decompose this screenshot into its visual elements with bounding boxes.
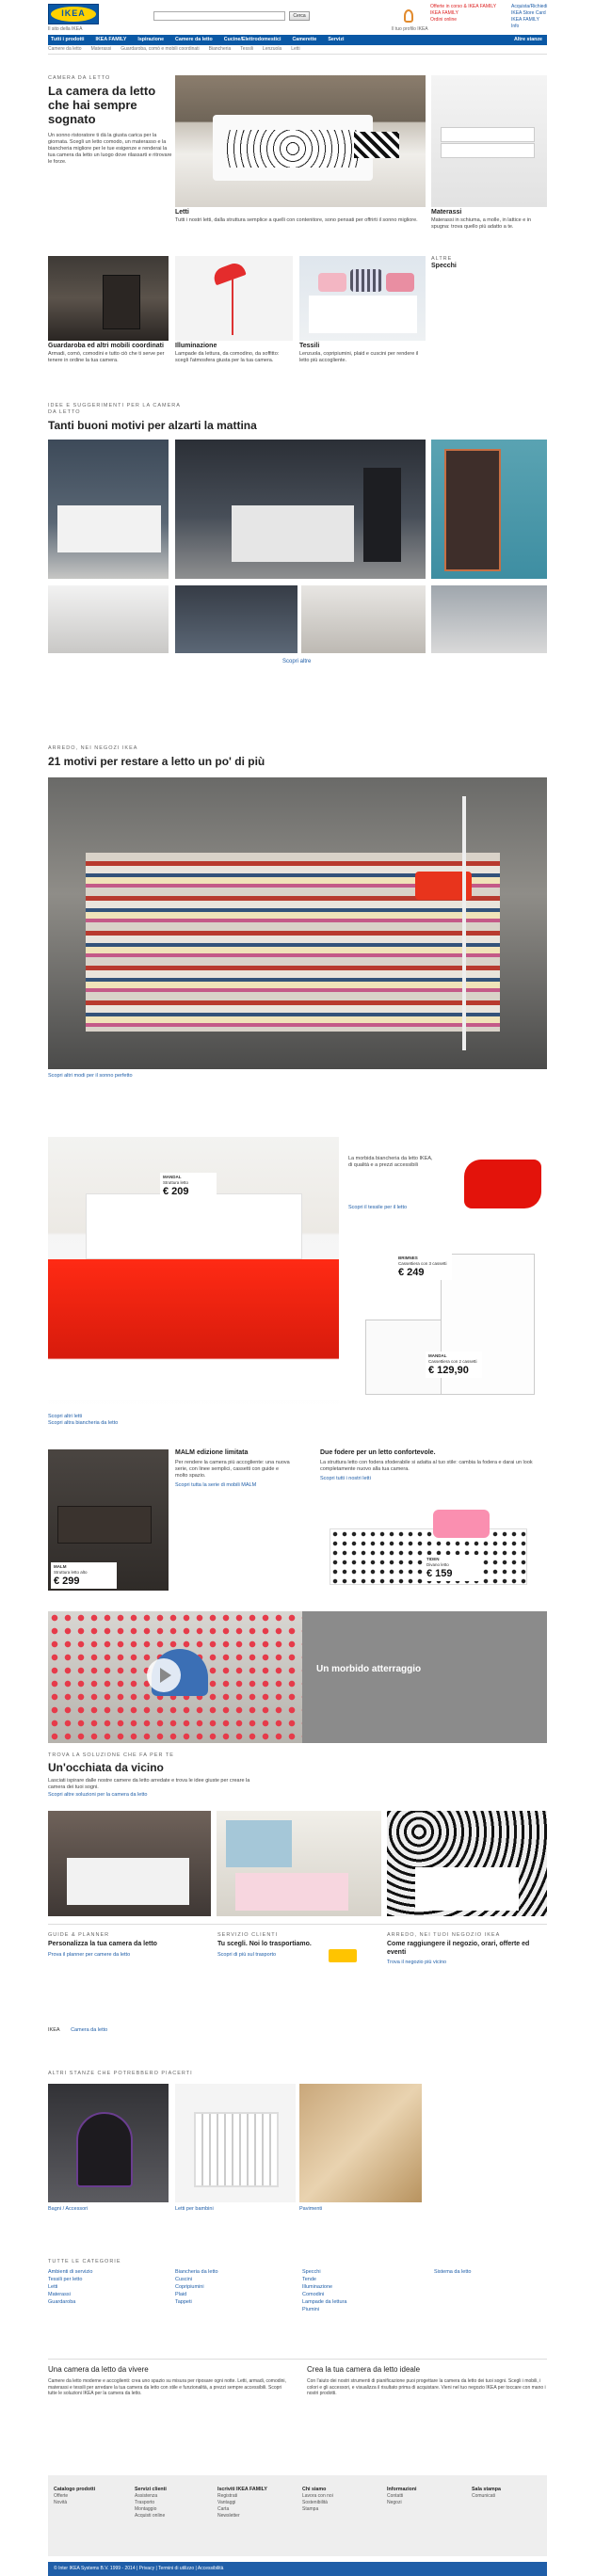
link-list-item[interactable]: Ambienti di servizio <box>48 2269 93 2275</box>
hero-title: La camera da letto che hai sempre sognato <box>48 83 156 126</box>
bedding <box>309 296 417 333</box>
video-player[interactable] <box>48 1611 547 1743</box>
footer-link[interactable]: Newsletter <box>217 2513 240 2519</box>
more-room-label[interactable]: Letti per bambini <box>175 2206 214 2212</box>
top-link[interactable]: Ordini online <box>430 17 458 23</box>
nav-item[interactable]: Cucine/Elettrodomestici <box>223 37 281 43</box>
more-room-image[interactable] <box>48 2084 169 2202</box>
sguardo-kicker: TROVA LA SOLUZIONE CHE FA PER TE <box>48 1752 174 1758</box>
altre-label: ALTRE <box>431 256 453 262</box>
crib-shape <box>194 2112 279 2187</box>
top-links-left <box>430 4 496 24</box>
footer-col-title: Informazioni <box>387 2487 417 2492</box>
window-shape <box>226 1820 292 1867</box>
product-desc: Cassettiera con 2 cassetti <box>428 1359 477 1364</box>
malm-bed <box>57 1506 152 1544</box>
red-lamp-shape <box>211 261 246 286</box>
sub-nav-item[interactable]: Tessili <box>240 46 253 53</box>
bed-shape <box>235 1873 348 1911</box>
footer-col-title: Sala stampa <box>472 2487 501 2492</box>
country-label: Il sito della IKEA <box>48 26 83 32</box>
user-profile-link[interactable]: Il tuo profilo IKEA <box>392 26 428 32</box>
ikea-breadcrumb <box>48 2027 107 2034</box>
product-link[interactable]: Scopri altra biancheria da letto <box>48 1420 119 1426</box>
tile-desc: Lampade da lettura, da comodino, da soffitto: scegli l'atmosfera giusta per la tua camera. <box>175 350 280 363</box>
tile-image-guardaroba[interactable] <box>48 256 169 341</box>
link-list-item[interactable]: Materassi <box>48 2292 71 2297</box>
bed-shape <box>415 1867 519 1911</box>
nav-item[interactable]: IKEA FAMILY <box>95 37 127 43</box>
card <box>48 1932 208 1959</box>
footer-link[interactable]: Trasporto <box>135 2500 155 2505</box>
product-desc: Cassettiera con 3 cassetti <box>398 1261 447 1266</box>
bed-shape <box>232 505 354 562</box>
footer-col <box>54 2487 95 2506</box>
tile-image-tessili[interactable] <box>299 256 426 341</box>
footer-link[interactable]: Registrati <box>217 2493 238 2499</box>
seo-section <box>48 2359 547 2396</box>
room-image[interactable] <box>217 1811 381 1916</box>
footer-col-title: Catalogo prodotti <box>54 2487 96 2492</box>
pillow-pink <box>386 273 414 292</box>
top-link[interactable]: Offerte in corso & IKEA FAMILY <box>430 4 497 9</box>
seo-title: Crea la tua camera da letto ideale <box>307 2365 421 2374</box>
truck-icon <box>329 1949 357 1962</box>
sguardo-desc: Lasciati ispirare dalle nostre camere da letto arredate e trova le idee giuste per creare la camera dei tuoi sogni. <box>48 1777 250 1790</box>
play-icon[interactable] <box>147 1658 181 1692</box>
link-list-item[interactable]: Copripiumini <box>175 2284 204 2290</box>
more-room-label[interactable]: Pavimenti <box>299 2206 323 2212</box>
user-icon[interactable] <box>404 9 413 23</box>
altre-list <box>431 256 547 271</box>
mattress-shape <box>441 143 535 158</box>
footer-link[interactable]: Assistenza <box>135 2493 158 2499</box>
link-list <box>302 2268 346 2313</box>
motivi-header <box>48 745 547 769</box>
link-list-item[interactable]: Tessili per letto <box>48 2277 83 2282</box>
link-list-item[interactable]: Tappeti <box>175 2299 192 2305</box>
promo-text: La morbida biancheria da letto IKEA, di qualità e a prezzi accessibili <box>348 1156 433 1168</box>
red-blanket-image[interactable] <box>457 1152 547 1214</box>
hero-desc: Un sonno ristoratore ti dà la giusta carica per la giornata. Scegli un letto comodo, un materasso e la biancheria migliore per le tue esigenze e renderai la tua camera da letto un luogo dove rilassarti e ritrovare le forze. <box>48 132 172 165</box>
ideas-more-link[interactable]: Scopri altre <box>282 659 312 664</box>
link-list-item[interactable]: Biancheria da letto <box>175 2269 218 2275</box>
search-input[interactable] <box>153 11 285 21</box>
sub-nav-item[interactable]: Biancheria <box>208 46 232 53</box>
idea-image[interactable] <box>431 440 547 579</box>
product-desc: Divano letto <box>426 1562 449 1567</box>
tile-caption <box>299 343 426 364</box>
card <box>217 1932 378 1959</box>
wardrobe-shape <box>363 468 401 562</box>
materassi-title[interactable]: Materassi <box>431 209 462 216</box>
materassi-desc: Materassi in schiuma, a molle, in lattice e in spugna: trova quello più adatto a te. <box>431 216 532 230</box>
footer-col <box>217 2487 267 2520</box>
link-list <box>434 2268 471 2276</box>
sguardo-header <box>48 1752 265 1799</box>
letti-image[interactable] <box>175 75 426 207</box>
promo-link[interactable]: Scopri il tessile per il letto <box>348 1205 408 1210</box>
link-list-item[interactable]: Plaid <box>175 2292 187 2297</box>
materassi-caption <box>431 209 547 231</box>
fodere-price-tag[interactable] <box>424 1555 482 1581</box>
nav-item[interactable]: Tutti i prodotti <box>51 37 85 43</box>
seo-text: Camere da letto moderne e accoglienti: crea uno spazio su misura per riposare ogni notte. Letti, armadi, comodini, materassi e tessili per arredare la tua camera da letto con stile e funzionalità, a prezzi sempre accessibili. Scopri tutte le soluzioni IKEA per la camera da letto. <box>48 2378 286 2396</box>
card-link[interactable]: Scopri di più sul trasporto <box>217 1951 277 1958</box>
card-title: Personalizza la tua camera da letto <box>48 1940 157 1947</box>
malm-desc: Per rendere la camera più accogliente: una nuova serie, con linee semplici, cassetti con guide e molto spazio. <box>175 1459 290 1479</box>
tile-title[interactable]: Tessili <box>299 343 320 349</box>
footer-link[interactable]: Acquisti online <box>135 2513 166 2519</box>
mandal-price-tag[interactable] <box>426 1352 482 1378</box>
card-title: Come raggiungere il negozio, orari, offerte ed eventi <box>387 1940 530 1956</box>
footer-col <box>135 2487 167 2520</box>
product-price: € 299 <box>54 1576 80 1587</box>
pillow-stripe <box>354 132 399 158</box>
ideas-title: Tanti buoni motivi per alzarti la mattina <box>48 418 257 432</box>
materassi-image[interactable] <box>431 75 547 207</box>
link-list <box>48 2268 92 2306</box>
fodere-title: Due fodere per un letto confortevole. <box>320 1449 436 1456</box>
bed-price-tag[interactable] <box>160 1173 217 1199</box>
pillow-striped <box>350 269 382 292</box>
top-link[interactable]: IKEA FAMILY <box>430 10 458 16</box>
ideas-header <box>48 403 547 433</box>
link-list-item[interactable]: Letti <box>48 2284 58 2290</box>
sguardo-title: Un'occhiata da vicino <box>48 1760 164 1774</box>
footer-col-title: Servizi clienti <box>135 2487 167 2492</box>
breadcrumb-item[interactable]: IKEA <box>48 2027 60 2033</box>
top-bar <box>48 0 547 35</box>
motivi-link[interactable]: Scopri altri modi per il sonno perfetto <box>48 1073 133 1079</box>
footer-link[interactable]: Contatti <box>387 2493 404 2499</box>
idea-image[interactable] <box>48 440 169 579</box>
sub-nav <box>48 45 547 55</box>
product-desc: Struttura letto alto <box>54 1570 88 1575</box>
room-image[interactable] <box>48 1811 211 1916</box>
more-rooms-kicker: ALTRI STANZE CHE POTREBBERO PIACERTI <box>48 2071 193 2076</box>
red-blanket <box>464 1160 541 1208</box>
ideas-kicker: IDEE E SUGGERIMENTI PER LA CAMERA DA LETTO <box>48 403 181 415</box>
footer-link[interactable]: Stampa <box>302 2506 319 2512</box>
tile-caption <box>48 343 169 364</box>
sub-nav-item[interactable]: Guardaroba, comò e mobili coordinati <box>121 46 200 53</box>
nav-item-more[interactable]: Altre stanze <box>513 37 542 43</box>
link-list-item[interactable]: Cuscini <box>175 2277 193 2282</box>
lamp-pole <box>232 279 233 335</box>
tile-desc: Armadi, comò, comodini e tutto ciò che ti serve per tenere in ordine la tua camera. <box>48 350 165 363</box>
sub-nav-item[interactable]: Materassi <box>90 46 112 53</box>
more-room-label[interactable]: Bagni / Accessori <box>48 2206 88 2212</box>
top-links-right <box>511 4 547 30</box>
tile-caption <box>175 343 293 364</box>
sub-nav-item[interactable]: Letti <box>291 46 300 53</box>
products-links <box>48 1414 118 1427</box>
tile-desc: Lenzuola, copripiumini, plaid e cuscini per rendere il letto più accogliente. <box>299 350 419 363</box>
idea-image[interactable] <box>301 585 426 653</box>
card-kicker: SERVIZIO CLIENTI <box>217 1932 279 1938</box>
footer-link[interactable]: Lavora con noi <box>302 2493 333 2499</box>
link-list <box>175 2268 218 2306</box>
footer-bottom: © Inter IKEA Systems B.V. 1999 - 2014 | Privacy | Termini di utilizzo | Accessibilità <box>48 2562 547 2576</box>
product-price: € 159 <box>426 1568 453 1579</box>
product-desc: Struttura letto <box>163 1180 189 1185</box>
footer-link[interactable]: Sostenibilità <box>302 2500 328 2505</box>
bed-post <box>462 796 466 1050</box>
product-name: TIDEN <box>426 1557 440 1561</box>
main-nav <box>48 35 547 45</box>
video-caption: Un morbido atterraggio <box>316 1664 422 1674</box>
mattress-shape <box>441 127 535 142</box>
footer-col <box>387 2487 417 2506</box>
card-kicker: ARREDO, NEI TUOI NEGOZIO IKEA <box>387 1932 501 1938</box>
search-button[interactable]: Cerca <box>289 11 310 21</box>
drawer-price-tag[interactable] <box>395 1254 452 1280</box>
sguardo-link[interactable]: Scopri altre soluzioni per la camera da letto <box>48 1791 148 1798</box>
bed-pattern <box>227 130 359 168</box>
malm-price-tag[interactable] <box>51 1562 117 1589</box>
headboard <box>86 1193 302 1259</box>
fodere-text <box>320 1449 547 1482</box>
red-duvet <box>48 1259 339 1400</box>
motivi-image[interactable] <box>48 777 547 1069</box>
hero-text <box>48 75 172 166</box>
product-name: BRIMNES <box>398 1256 418 1260</box>
room-image[interactable] <box>387 1811 547 1916</box>
card <box>387 1932 547 1966</box>
idea-image[interactable] <box>175 440 426 579</box>
footer-link[interactable]: Negozi <box>387 2500 402 2505</box>
nav-item[interactable]: Camerette <box>292 37 317 43</box>
bed-shape <box>67 1858 189 1905</box>
top-link[interactable]: IKEA FAMILY Info <box>511 17 539 29</box>
product-name: MANDAL <box>428 1353 447 1358</box>
tile-image-illuminazione[interactable] <box>175 256 293 341</box>
letti-title[interactable]: Letti <box>175 209 189 216</box>
link-list-item[interactable]: Sistema da letto <box>434 2269 472 2275</box>
seo-title: Una camera da letto da vivere <box>48 2365 149 2374</box>
sub-nav-item[interactable]: Camere da letto <box>48 46 82 53</box>
nav-item[interactable]: Camere da letto <box>175 37 213 43</box>
fodere-image[interactable] <box>311 1500 547 1604</box>
letti-caption <box>175 209 420 224</box>
specchi-link[interactable]: Specchi <box>431 262 457 269</box>
nav-item[interactable]: Servizi <box>328 37 345 43</box>
tile-title[interactable]: Guardaroba ed altri mobili coordinati <box>48 343 164 349</box>
footer-col <box>472 2487 501 2500</box>
sub-nav-item[interactable]: Lenzuola <box>262 46 282 53</box>
pink-pillow <box>433 1510 490 1538</box>
link-lists <box>48 2259 547 2312</box>
more-room-image[interactable] <box>175 2084 296 2202</box>
wardrobe-shape <box>103 275 140 329</box>
malm-link[interactable]: Scopri tutta la serie di mobili MALM <box>175 1481 257 1488</box>
idea-image[interactable] <box>431 585 547 653</box>
card-title: Tu scegli. Noi lo trasportiamo. <box>217 1940 312 1947</box>
seo-text: Con l'aiuto dei nostri strumenti di pianificazione puoi progettare la camera da letto dei tuoi sogni. Scegli i mobili, i colori e gli accessori, e visualizza il risultato prima di acquistare. Vieni nel tuo negozio IKEA per toccare con mano i nostri prodotti. <box>307 2378 546 2396</box>
footer-link[interactable]: Comunicati <box>472 2493 496 2499</box>
fodere-desc: La struttura letto con fodera sfoderabile si adatta al tuo stile: cambia la fodera e darai un look completamente nuovo alla tua camera. <box>320 1459 533 1472</box>
link-list-item[interactable]: Piumini <box>302 2307 320 2312</box>
footer-link[interactable]: Novità <box>54 2500 68 2505</box>
product-link[interactable]: Scopri altri letti <box>48 1414 83 1419</box>
product-price: € 209 <box>163 1186 189 1197</box>
footer-col-title: Chi siamo <box>302 2487 327 2492</box>
top-link[interactable]: Acquista/Richiedi <box>511 4 548 9</box>
cards-row <box>48 1924 547 1999</box>
link-list-item[interactable]: Lampade da lettura <box>302 2299 347 2305</box>
nav-item[interactable]: Ispirazione <box>137 37 165 43</box>
footer-link[interactable]: Carta <box>217 2506 230 2512</box>
logo-text: IKEA <box>51 7 96 22</box>
basket-shape <box>76 2112 133 2187</box>
fodere-link[interactable]: Scopri tutti i nostri letti <box>320 1475 371 1481</box>
footer <box>48 2475 547 2556</box>
idea-image[interactable] <box>48 585 169 653</box>
motivi-title: 21 motivi per restare a letto un po' di più <box>48 754 265 768</box>
idea-image[interactable] <box>175 585 298 653</box>
top-link[interactable]: IKEA Store Card <box>511 10 546 16</box>
bed-shape <box>57 505 161 552</box>
malm-title: MALM edizione limitata <box>175 1449 249 1456</box>
pillow-pink <box>318 273 346 292</box>
seo-block <box>48 2365 288 2397</box>
footer-link[interactable]: Montaggio <box>135 2506 157 2512</box>
hero-kicker: CAMERA DA LETTO <box>48 75 111 81</box>
link-list-item[interactable]: Guardaroba <box>48 2299 76 2305</box>
product-name: MALM <box>54 1564 67 1569</box>
product-price: € 129,90 <box>428 1365 469 1376</box>
tile-title[interactable]: Illuminazione <box>175 343 217 349</box>
link-list-item[interactable]: Tende <box>302 2277 316 2282</box>
card-link[interactable]: Prova il planner per camere da letto <box>48 1951 131 1958</box>
link-list-item[interactable]: Specchi <box>302 2269 321 2275</box>
link-list-item[interactable]: Comodini <box>302 2292 325 2297</box>
letti-desc: Tutti i nostri letti, dalla struttura semplice a quelli con contenitore, sono pensati per offrirti il sonno migliore. <box>175 216 418 223</box>
link-list-item[interactable]: Illuminazione <box>302 2284 333 2290</box>
more-room-image[interactable] <box>299 2084 422 2202</box>
footer-link[interactable]: Vantaggi <box>217 2500 236 2505</box>
breadcrumb-item[interactable]: Camera da letto <box>71 2027 108 2033</box>
link-list-title: TUTTE LE CATEGORIE <box>48 2259 121 2264</box>
card-link[interactable]: Trova il negozio più vicino <box>387 1960 447 1966</box>
seo-block <box>307 2365 547 2397</box>
ikea-logo[interactable] <box>48 4 99 24</box>
footer-col <box>302 2487 333 2513</box>
product-name: MANDAL <box>163 1175 182 1179</box>
product-price: € 249 <box>398 1267 425 1278</box>
footer-link[interactable]: Offerte <box>54 2493 69 2499</box>
motivi-kicker: ARREDO, NEI NEGOZI IKEA <box>48 745 138 751</box>
wardrobe-open <box>444 449 501 571</box>
footer-col-title: Iscriviti IKEA FAMILY <box>217 2487 267 2492</box>
malm-text <box>175 1449 293 1489</box>
card-kicker: GUIDE & PLANNER <box>48 1932 110 1938</box>
